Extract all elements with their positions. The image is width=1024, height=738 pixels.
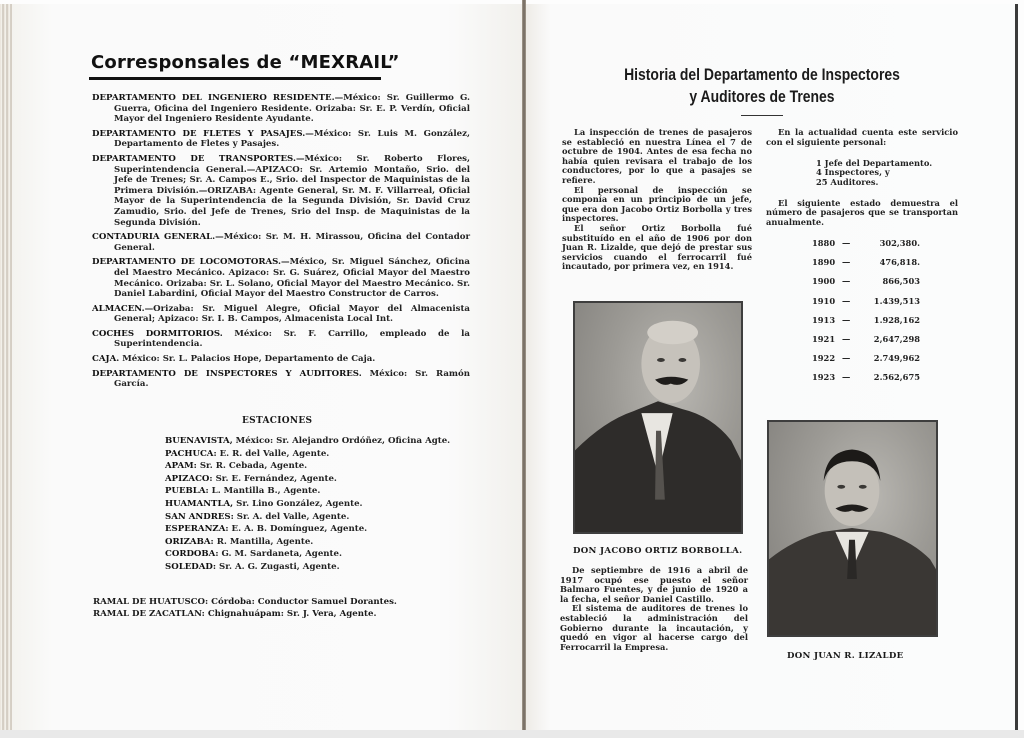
title-line-2: y Auditores de Trenes bbox=[689, 87, 835, 106]
branch-line-name: RAMAL DE ZACATLAN: bbox=[93, 608, 205, 619]
stat-year: 1910 bbox=[812, 295, 836, 306]
stat-value: 1.928,162 bbox=[873, 314, 920, 325]
paragraph: El personal de inspección se componía en un principio de un jefe, que era don Jacobo Ortiz Borbolla y tres inspectores. bbox=[562, 184, 752, 224]
stat-dash: — bbox=[842, 372, 851, 383]
paragraph: El señor Ortiz Borbolla fué substituído en el año de 1906 por don Juan R. Lizalde, que dejó de prestar sus servicios cuando el ferrocarril fué incautado, por primera vez, en 1914. bbox=[562, 222, 752, 272]
stat-dash: — bbox=[842, 276, 851, 287]
department-text: —Orizaba: Sr. Miguel Alegre, Oficial Mayor del Almacenista General; Apizaco: Sr. I. B. Campos, Almacenista Local Int. bbox=[114, 303, 470, 325]
stats-row bbox=[812, 334, 920, 353]
stat-dash: — bbox=[842, 257, 851, 268]
branch-line-entry bbox=[93, 597, 473, 609]
stats-row bbox=[812, 257, 920, 276]
station-agent: Sr. R. Cebada, Agente. bbox=[196, 461, 308, 472]
station-entry bbox=[165, 523, 485, 536]
station-entry bbox=[165, 460, 485, 473]
right-page-title bbox=[618, 64, 907, 108]
stat-year: 1921 bbox=[812, 333, 836, 344]
stat-dash: — bbox=[842, 314, 851, 325]
title-line-1: Historia del Departamento de Inspectores bbox=[624, 65, 900, 84]
staff-item: 25 Auditores. bbox=[816, 176, 879, 187]
department-entry bbox=[92, 129, 470, 150]
station-entry bbox=[165, 435, 485, 448]
department-name: DEPARTAMENTO DE LOCOMOTORAS. bbox=[92, 257, 282, 268]
station-entry bbox=[165, 498, 485, 511]
stat-year: 1900 bbox=[812, 276, 836, 287]
station-name: APIZACO: bbox=[165, 473, 213, 484]
department-name: CAJA. bbox=[92, 354, 120, 365]
history-column-right bbox=[766, 128, 958, 228]
branch-lines-list bbox=[93, 597, 473, 620]
stat-dash: — bbox=[842, 353, 851, 364]
station-agent: Sr. E. Fernández, Agente. bbox=[212, 473, 337, 484]
paragraph: En la actualidad cuenta este servicio con el siguiente personal: bbox=[766, 127, 958, 147]
station-agent: L. Mantilla B., Agente. bbox=[208, 486, 321, 497]
station-name: ORIZABA: bbox=[165, 536, 214, 547]
department-entry bbox=[92, 354, 470, 365]
stats-row bbox=[812, 372, 920, 391]
paragraph: De septiembre de 1916 a abril de 1917 ocupó ese puesto el señor Balmaro Fuentes, y de junio de 1920 a la fecha, el señor Daniel Castillo. bbox=[560, 565, 748, 604]
stat-dash: — bbox=[842, 295, 851, 306]
department-name: DEPARTAMENTO DE TRANSPORTES. bbox=[92, 153, 296, 164]
portrait-photo-borbolla bbox=[573, 301, 743, 534]
title-underline bbox=[89, 77, 381, 80]
portrait-illustration bbox=[769, 422, 936, 635]
station-agent: E. R. del Valle, Agente. bbox=[216, 448, 330, 459]
stations-heading: ESTACIONES bbox=[242, 416, 313, 426]
station-agent: Sr. Lino González, Agente. bbox=[233, 498, 363, 509]
department-name: DEPARTAMENTO DE FLETES Y PASAJES. bbox=[92, 128, 306, 139]
station-name: ESPERANZA: bbox=[165, 524, 229, 535]
department-text: —México: Sr. M. H. Mirassou, Oficina del Contador General. bbox=[114, 232, 470, 253]
portrait-caption: DON JACOBO ORTIZ BORBOLLA. bbox=[573, 546, 743, 556]
stats-row bbox=[812, 238, 920, 257]
paragraph: El sistema de auditores de trenes lo estableció la administración del Gobierno durante la incautación, y quedó en vigor al hacerse cargo del Ferrocarril la Empresa. bbox=[560, 603, 748, 652]
department-list bbox=[92, 93, 470, 394]
station-entry bbox=[165, 548, 485, 561]
portrait-photo-lizalde bbox=[767, 420, 938, 637]
department-entry bbox=[92, 369, 470, 390]
stats-row bbox=[812, 315, 920, 334]
station-agent: E. A. B. Domínguez, Agente. bbox=[228, 524, 368, 535]
stat-year: 1923 bbox=[812, 372, 836, 383]
history-column-left bbox=[562, 128, 752, 272]
stat-year: 1922 bbox=[812, 353, 836, 364]
paragraph: El siguiente estado demuestra el número de pasajeros que se transportan anualmente. bbox=[766, 197, 958, 227]
department-entry bbox=[92, 93, 470, 125]
department-text: —México: Sr. Roberto Flores, Superintendencia General.—APIZACO: Sr. Artemio Montaño, Srio. del Jefe de Trenes; Sr. A. Campos E., Srio. del Inspector de Maquinistas de la Primera División.—ORIZABA: Agente General, Sr. M. F. Villarreal, Oficial Mayor de la Superintendencia de la Segunda División, Sr. David Cruz Zamudio, Srio. del Jefe de Trenes, Srio del Insp. de Maquinistas de la Segunda División. bbox=[114, 153, 471, 228]
department-name: CONTADURIA GENERAL. bbox=[92, 232, 216, 243]
department-name: DEPARTAMENTO DEL INGENIERO RESIDENTE. bbox=[92, 93, 335, 103]
branch-line-name: RAMAL DE HUATUSCO: bbox=[93, 597, 209, 607]
portrait-caption: DON JUAN R. LIZALDE bbox=[787, 651, 904, 661]
station-entry bbox=[165, 485, 485, 498]
department-text: México: Sr. Ramón García. bbox=[114, 368, 470, 390]
department-entry bbox=[92, 257, 470, 299]
stat-dash: — bbox=[842, 238, 851, 248]
staff-item: 1 Jefe del Departamento. bbox=[816, 158, 933, 169]
station-name: PACHUCA: bbox=[165, 448, 217, 459]
paragraph: La inspección de trenes de pasajeros se estableció en nuestra Línea el 7 de octubre de 1904. Antes de esa fecha no había quien revisara el trabajo de los conductores, por lo que a pasajes se refiere. bbox=[562, 127, 752, 185]
passenger-stats-table bbox=[812, 238, 920, 392]
stats-row bbox=[812, 296, 920, 315]
station-entry bbox=[165, 473, 485, 486]
history-column-continued bbox=[560, 566, 748, 652]
department-text: —México: Sr. Luis M. González, Departamento de Fletes y Pasajes. bbox=[114, 128, 470, 150]
department-name: ALMACEN. bbox=[92, 303, 145, 314]
department-name: COCHES DORMITORIOS. bbox=[92, 328, 223, 339]
stats-row bbox=[812, 276, 920, 295]
stat-year: 1913 bbox=[812, 314, 836, 325]
stat-year: 1890 bbox=[812, 257, 836, 268]
station-name: CORDOBA: bbox=[165, 549, 219, 560]
stat-value: 476,818. bbox=[879, 257, 920, 268]
left-page-title: Corresponsales de “MEXRAIL” bbox=[91, 52, 400, 73]
station-name: SOLEDAD: bbox=[165, 561, 217, 572]
station-agent: Sr. A. G. Zugasti, Agente. bbox=[216, 561, 340, 572]
department-text: —México, Sr. Miguel Sánchez, Oficina del Maestro Mecánico. Apizaco: Sr. G. Suárez, Oficial Mayor del Maestro Mecánico. Orizaba: Sr. L. Solano, Oficial Mayor del Maestro Mecánico. Sr. Daniel Labardini, Oficial Mayor del Maestro Constructor de Carros. bbox=[114, 257, 470, 300]
stat-value: 2,647,298 bbox=[873, 333, 920, 344]
station-entry bbox=[165, 511, 485, 524]
station-entry bbox=[165, 448, 485, 461]
title-rule bbox=[741, 115, 783, 116]
branch-line-agent: Córdoba: Conductor Samuel Dorantes. bbox=[208, 597, 397, 607]
department-text: México: Sr. L. Palacios Hope, Departamento de Caja. bbox=[119, 354, 376, 365]
station-name: PUEBLA: bbox=[165, 486, 209, 497]
department-entry bbox=[92, 154, 470, 228]
stats-row bbox=[812, 353, 920, 372]
station-entry bbox=[165, 536, 485, 549]
station-entry bbox=[165, 561, 485, 574]
department-text: México: Sr. F. Carrillo, empleado de la Superintendencia. bbox=[114, 328, 470, 350]
department-entry bbox=[92, 232, 470, 253]
stat-value: 2.562,675 bbox=[873, 372, 920, 383]
station-agent: Sr. A. del Valle, Agente. bbox=[233, 511, 350, 522]
station-agent: R. Mantilla, Agente. bbox=[213, 536, 314, 547]
stat-value: 1.439,513 bbox=[873, 295, 920, 306]
stat-value: 2.749,962 bbox=[873, 353, 920, 364]
station-name: APAM: bbox=[165, 461, 197, 472]
stat-value: 302,380. bbox=[879, 238, 920, 248]
department-entry bbox=[92, 329, 470, 350]
stations-list bbox=[165, 435, 485, 574]
station-name: HUAMANTLA, bbox=[165, 498, 234, 509]
book-bottom-edge bbox=[0, 730, 1024, 738]
portrait-illustration bbox=[575, 303, 741, 532]
branch-line-entry bbox=[93, 609, 473, 621]
station-name: BUENAVISTA, bbox=[165, 436, 233, 446]
station-name: SAN ANDRES: bbox=[165, 511, 234, 522]
staff-item: 4 Inspectores, y bbox=[816, 167, 890, 178]
station-agent: México: Sr. Alejandro Ordóñez, Oficina Agte. bbox=[232, 436, 451, 446]
branch-line-agent: Chignahuápam: Sr. J. Vera, Agente. bbox=[204, 608, 377, 619]
stat-value: 866,503 bbox=[882, 276, 920, 287]
department-entry bbox=[92, 304, 470, 325]
stat-dash: — bbox=[842, 333, 851, 344]
stat-year: 1880 bbox=[812, 238, 836, 248]
station-agent: G. M. Sardaneta, Agente. bbox=[218, 549, 342, 560]
department-text: —México: Sr. Guillermo G. Guerra, Oficina del Ingeniero Residente. Orizaba: Sr. E. P. Verdín, Oficial Mayor del Ingeniero Residente Ayudante. bbox=[114, 93, 470, 125]
department-name: DEPARTAMENTO DE INSPECTORES Y AUDITORES. bbox=[92, 368, 362, 379]
staff-list bbox=[816, 159, 958, 187]
